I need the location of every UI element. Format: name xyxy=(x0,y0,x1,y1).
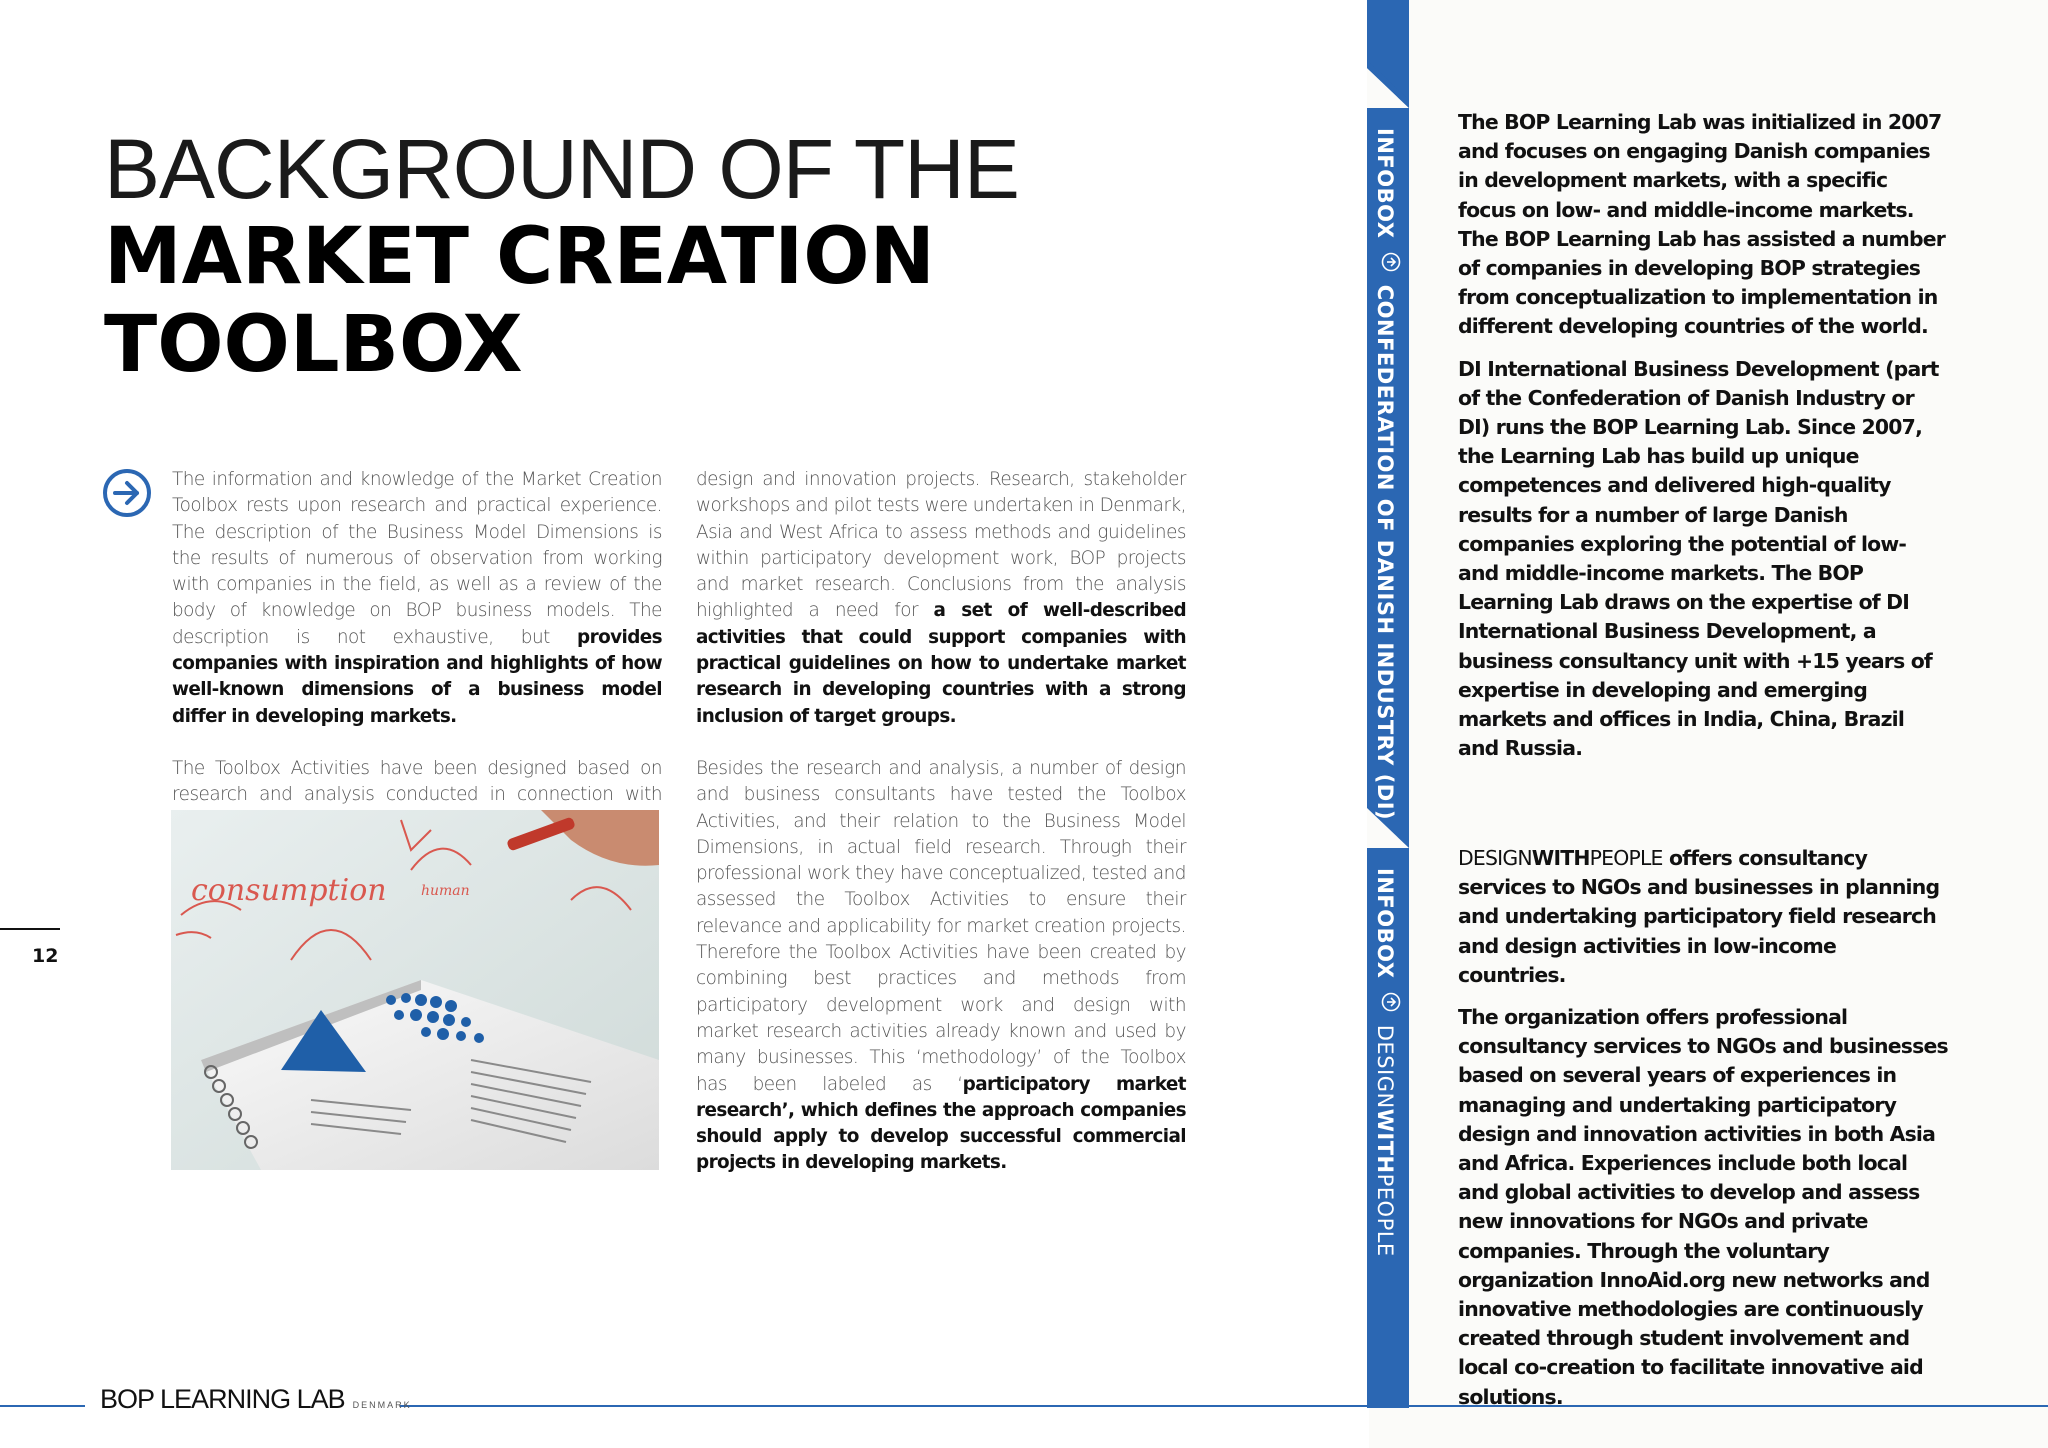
whiteboard-word-2: human xyxy=(421,883,470,899)
col2-paragraph-2 xyxy=(696,756,1186,1177)
arrow-circle-small-icon xyxy=(1381,992,1401,1012)
infobox-2-topic-c: PEOPLE xyxy=(1373,1173,1397,1257)
whiteboard-photo xyxy=(171,810,659,1170)
body-column-2 xyxy=(696,467,1186,1203)
col2-paragraph-1 xyxy=(696,467,1186,730)
title-line-1: BACKGROUND OF THE xyxy=(104,122,1019,216)
dwp-brand-b: WITH xyxy=(1531,846,1590,870)
whiteboard-word: consumption xyxy=(191,873,387,908)
brand-country: DENMARK xyxy=(352,1400,412,1410)
infobox-1-text xyxy=(1458,108,1948,776)
infobox-2-topic-a: DESIGN xyxy=(1373,1024,1397,1109)
photo-illustration xyxy=(171,810,659,1170)
infobox-2-label: INFOBOX xyxy=(1373,868,1397,979)
infobox-2-p1-rest: offers consultancy services to NGOs and businesses in planning and undertaking participatory field research and design activities in low-income countries. xyxy=(1458,846,1940,987)
infobox-2-paragraph-2: The organization offers professional consultancy services to NGOs and businesses based on several years of experiences in managing and undertaking participatory design and innovation activities in both Asia and Africa. Experiences include both local and global activities to develop and assess new innovations for NGOs and private companies. Through the voluntary organization InnoAid.org new networks and innovative methodologies are continuously created through student involvement and local co-creation to facilitate innovative aid solutions. xyxy=(1458,1005,1948,1409)
infobox-1-label: INFOBOX xyxy=(1373,128,1397,239)
title-line-3: TOOLBOX xyxy=(104,300,523,390)
arrow-circle-small-icon xyxy=(1381,252,1401,272)
dwp-brand-c: PEOPLE xyxy=(1589,846,1663,870)
infobox-2-text xyxy=(1458,844,1948,1425)
infobox-1-topic: CONFEDERATION OF DANISH INDUSTRY (DI) xyxy=(1373,284,1397,821)
infobox-1-paragraph-1: The BOP Learning Lab was initialized in 2007 and focuses on engaging Danish companies in development markets, with a specific focus on low- and middle-income markets. The BOP Learning Lab has assisted a number of companies in developing BOP strategies from conceptualization to implementation in different developing countries of the world. xyxy=(1458,110,1946,339)
page-number: 12 xyxy=(32,945,59,967)
col1-p1-text: The information and knowledge of the Market Creation Toolbox rests upon research and practical experience. The description of the Business Model Dimensions is the results of numerous of observation from working with companies in the field, as well as a review of the body of knowledge on BOP business models. The description is not exhaustive, but xyxy=(172,469,662,648)
title-line-2: MARKET CREATION xyxy=(104,212,935,302)
col2-p2-bold: participatory market research’, which defines the approach companies should apply to develop successful commercial projects in developing markets. xyxy=(696,1073,1186,1174)
col1-p1-bold: provides companies with inspiration and highlights of how well-known dimensions of a business model differ in developing markets. xyxy=(172,626,662,727)
footer-brand xyxy=(100,1384,412,1415)
col1-paragraph-1 xyxy=(172,467,662,730)
infobox-1-paragraph-2: DI International Business Development (part of the Confederation of Danish Industry or DI) runs the BOP Learning Lab. Since 2007, the Learning Lab has build up unique competences and delivered high-quality results for a number of large Danish companies exploring the potential of low- and middle-income markets. The BOP Learning Lab draws on the expertise of DI International Business Development, a business consultancy unit with +15 years of expertise in developing and emerging markets and offices in India, China, Brazil and Russia. xyxy=(1458,356,1939,761)
page-number-rule xyxy=(0,928,60,930)
infobox-tab-1 xyxy=(1373,128,1401,820)
brand-name: BOP LEARNING LAB xyxy=(100,1384,345,1414)
col2-p2-text: Besides the research and analysis, a number of design and business consultants have tested the Toolbox Activities, and their relation to the Business Model Dimensions, in actual field research. Through their professional work they have conceptualized, tested and assessed the Toolbox Activities to ensure their relevance and applicability for market creation projects. Therefore the Toolbox Activities have been created by combining best practices and methods from participatory development work and design with market research activities already known and used by many businesses. This ‘methodology’ of the Toolbox has been labeled as ‘ xyxy=(696,757,1186,1095)
page-title xyxy=(104,122,1019,390)
infobox-tab-2 xyxy=(1373,868,1401,1257)
dwp-brand-a: DESIGN xyxy=(1458,846,1532,870)
body-column-1 xyxy=(172,467,662,861)
col2-p1-bold: a set of well-described activities that could support companies with practical guidelines on how to undertake market research in developing countries with a strong inclusion of target groups. xyxy=(696,600,1187,727)
col1-paragraph-2: The Toolbox Activities have been designed based on research and analysis conducted in connection with xyxy=(172,757,662,806)
col2-p1-text: design and innovation projects. Research, stakeholder workshops and pilot tests were undertaken in Denmark, Asia and West Africa to assess methods and guidelines within participatory development work, BOP projects and market research. Conclusions from the analysis highlighted a need for xyxy=(696,469,1186,622)
infobox-2-paragraph-1 xyxy=(1458,844,1948,990)
arrow-circle-icon xyxy=(102,468,152,518)
infobox-2-topic-b: WITH xyxy=(1373,1108,1397,1174)
